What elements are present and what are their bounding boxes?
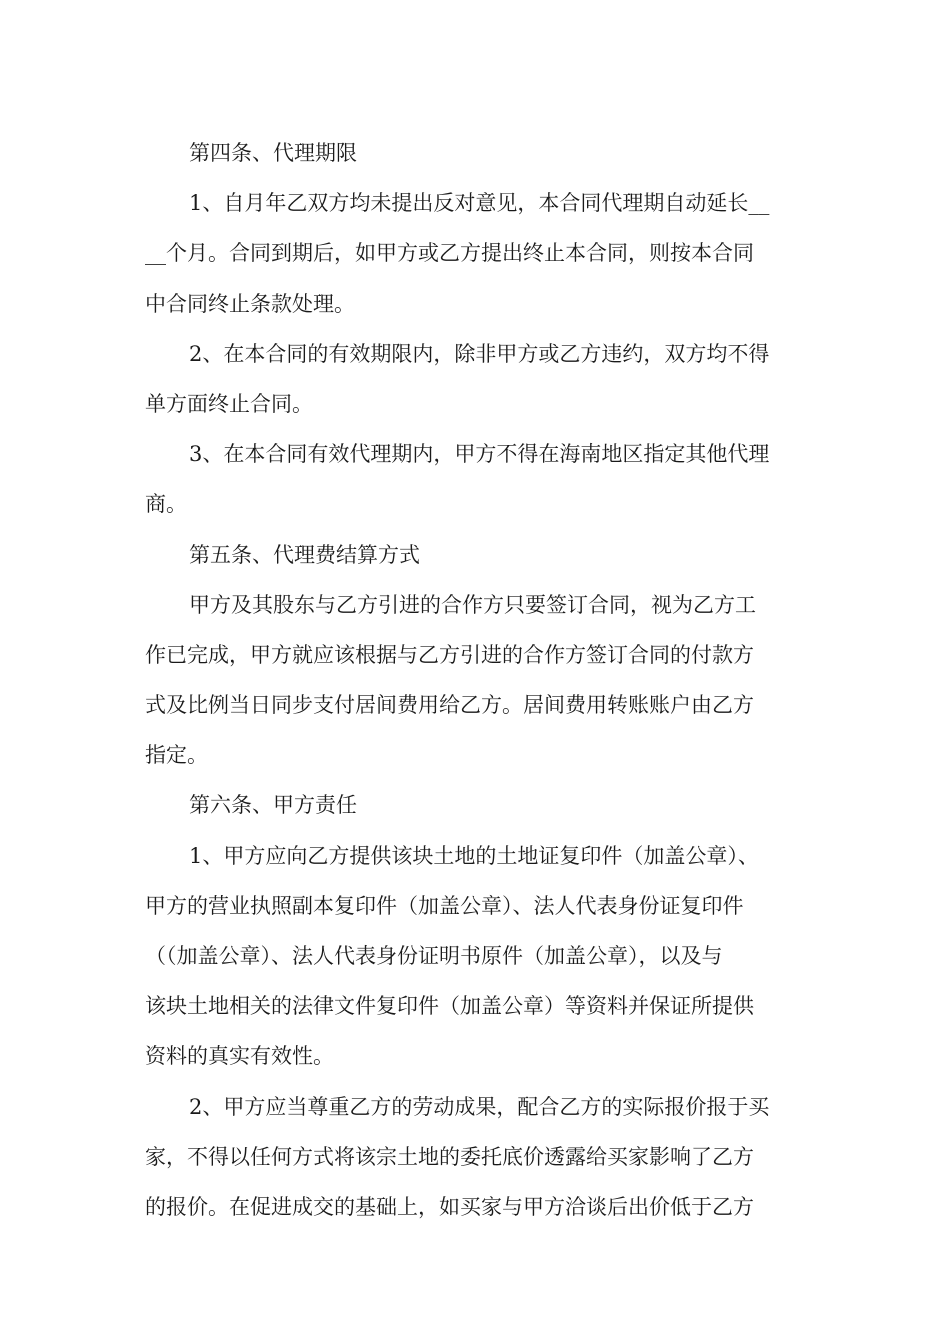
paragraph-line: 该块土地相关的法律文件复印件（加盖公章）等资料并保证所提供	[145, 994, 754, 1019]
paragraph-first-line: 2、在本合同的有效期限内，除非甲方或乙方违约，双方均不得	[189, 341, 770, 366]
paragraph-first-line: 第五条、代理费结算方式	[189, 542, 420, 567]
paragraph-line: 家，不得以任何方式将该宗土地的委托底价透露给买家影响了乙方	[145, 1144, 754, 1169]
paragraph-line: 资料的真实有效性。	[145, 1044, 334, 1069]
paragraph-first-line: 2、甲方应当尊重乙方的劳动成果，配合乙方的实际报价报于买	[189, 1094, 770, 1119]
paragraph-first-line: 第六条、甲方责任	[189, 793, 357, 818]
contract-body	[145, 128, 807, 1232]
paragraph-line: 的报价。在促进成交的基础上，如买家与甲方洽谈后出价低于乙方	[145, 1194, 754, 1219]
paragraph-first-line: 第四条、代理期限	[189, 141, 357, 165]
paragraph-line: __个月。合同到期后，如甲方或乙方提出终止本合同，则按本合同	[145, 241, 754, 266]
paragraph-line: 甲方的营业执照副本复印件（加盖公章）、法人代表身份证复印件	[145, 893, 744, 918]
paragraph-line: 式及比例当日同步支付居间费用给乙方。居间费用转账账户由乙方	[145, 693, 754, 718]
paragraph-first-line: 甲方及其股东与乙方引进的合作方只要签订合同，视为乙方工	[189, 592, 756, 617]
paragraph-line: （（加盖公章）、法人代表身份证明书原件（加盖公章），以及与	[145, 944, 723, 968]
paragraph-line: 作已完成，甲方就应该根据与乙方引进的合作方签订合同的付款方	[145, 642, 754, 667]
paragraph-first-line: 3、在本合同有效代理期内，甲方不得在海南地区指定其他代理	[189, 442, 770, 467]
paragraph-line: 商。	[145, 492, 187, 517]
paragraph-first-line: 1、自月年乙双方均未提出反对意见，本合同代理期自动延长__	[189, 191, 770, 216]
paragraph-line: 指定。	[145, 743, 208, 768]
paragraph-line: 单方面终止合同。	[145, 391, 313, 416]
paragraph-line: 中合同终止条款处理。	[145, 291, 355, 316]
paragraph-first-line: 1、甲方应向乙方提供该块土地的土地证复印件（加盖公章）、	[189, 843, 759, 868]
